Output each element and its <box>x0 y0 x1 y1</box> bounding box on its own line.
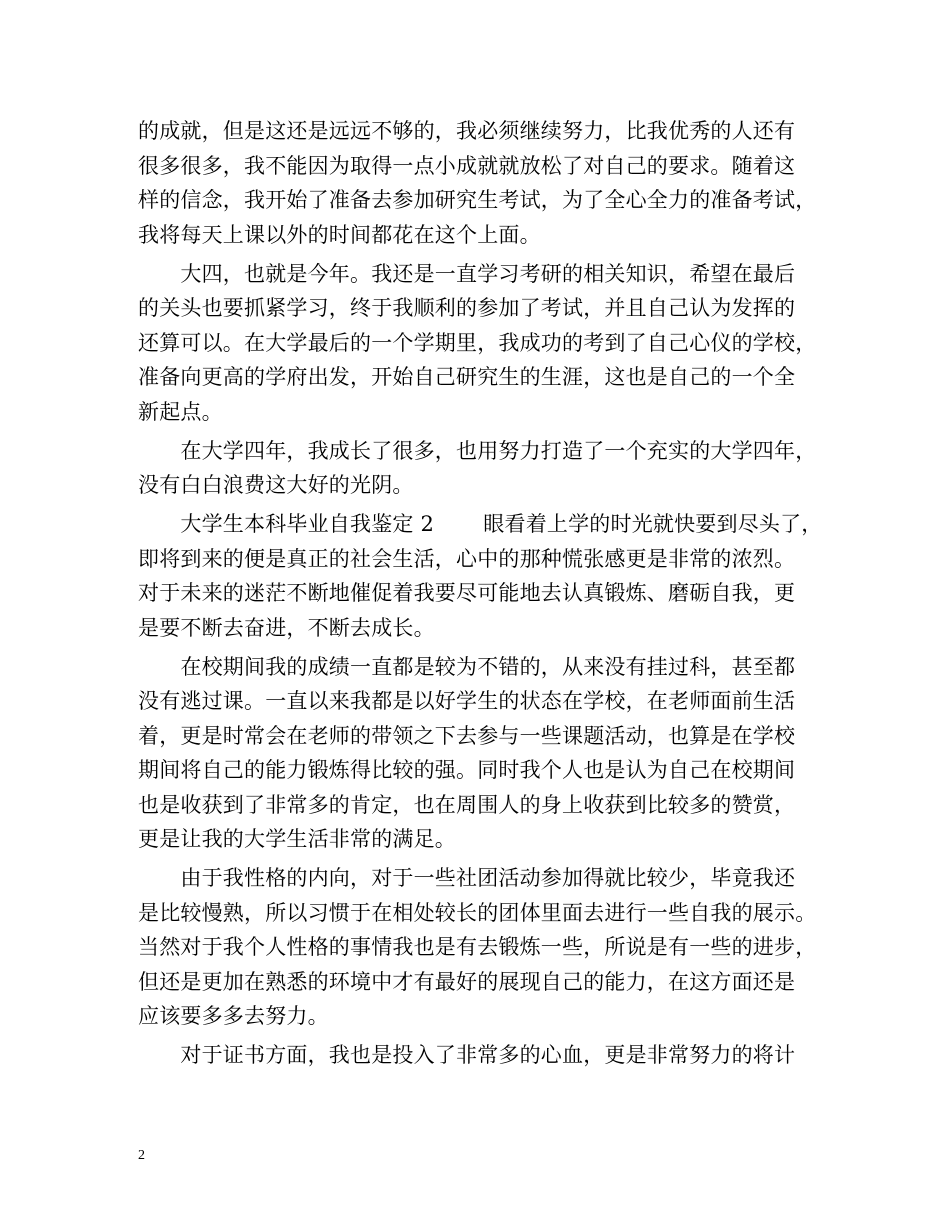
text-line: 即将到来的便是真正的社会生活，心中的那种慌张感更是非常的浓烈。 <box>138 546 796 571</box>
text-line: 对于未来的迷茫不断地催促着我要尽可能地去认真锻炼、磨砺自我，更 <box>138 581 796 605</box>
text-line: 更是让我的大学生活非常的满足。 <box>138 827 456 851</box>
text-line: 但还是更加在熟悉的环境中才有最好的展现自己的能力，在这方面还是 <box>138 969 796 994</box>
text-line: 也是收获到了非常多的肯定，也在周围人的身上收获到比较多的赞赏， <box>138 792 796 817</box>
text-line: 准备向更高的学府出发，开始自己研究生的生涯，这也是自己的一个全 <box>138 365 796 389</box>
paragraph <box>138 507 823 645</box>
text-line: 在校期间我的成绩一直都是较为不错的，从来没有挂过科，甚至都 <box>138 654 796 679</box>
text-line: 大学生本科毕业自我鉴定 2 眼看着上学的时光就快要到尽头了， <box>138 512 823 536</box>
text-line: 样的信念，我开始了准备去参加研究生考试，为了全心全力的准备考试， <box>138 188 817 212</box>
paragraph <box>138 650 818 857</box>
text-line: 很多很多，我不能因为取得一点小成就就放松了对自己的要求。随着这 <box>138 153 796 178</box>
text-line: 的成就，但是这还是远远不够的，我必须继续努力，比我优秀的人还有 <box>138 119 796 143</box>
paragraph <box>138 861 818 1034</box>
text-line: 对于证书方面，我也是投入了非常多的心血，更是非常努力的将计 <box>138 1043 796 1067</box>
text-line: 我将每天上课以外的时间都花在这个上面。 <box>138 222 541 247</box>
text-line: 在大学四年，我成长了很多，也用努力打造了一个充实的大学四年， <box>138 438 817 463</box>
text-line: 是要不断去奋进，不断去成长。 <box>138 615 435 640</box>
text-line: 由于我性格的内向，对于一些社团活动参加得就比较少，毕竟我还 <box>138 866 796 890</box>
page-number: 2 <box>138 1148 145 1163</box>
text-line: 着，更是时常会在老师的带领之下去参与一些课题活动，也算是在学校 <box>138 723 796 748</box>
text-line: 期间将自己的能力锻炼得比较的强。同时我个人也是认为自己在校期间 <box>138 758 796 782</box>
paragraph <box>138 1038 818 1073</box>
paragraph <box>138 434 818 503</box>
body-text <box>138 114 823 1073</box>
text-line: 没有白白浪费这大好的光阴。 <box>138 473 414 497</box>
text-line: 还算可以。在大学最后的一个学期里，我成功的考到了自己心仪的学校， <box>138 330 817 355</box>
text-line: 是比较慢熟，所以习惯于在相处较长的团体里面去进行一些自我的展示。 <box>138 900 817 925</box>
text-line: 没有逃过课。一直以来我都是以好学生的状态在学校，在老师面前生活 <box>138 689 796 713</box>
text-line: 新起点。 <box>138 399 223 424</box>
text-line: 的关头也要抓紧学习，终于我顺利的参加了考试，并且自己认为发挥的 <box>138 296 796 320</box>
paragraph <box>138 257 818 430</box>
text-line: 应该要多多去努力。 <box>138 1004 329 1028</box>
text-line: 大四，也就是今年。我还是一直学习考研的相关知识，希望在最后 <box>138 261 796 286</box>
text-line: 当然对于我个人性格的事情我也是有去锻炼一些，所说是有一些的进步， <box>138 935 817 959</box>
paragraph <box>138 114 818 252</box>
